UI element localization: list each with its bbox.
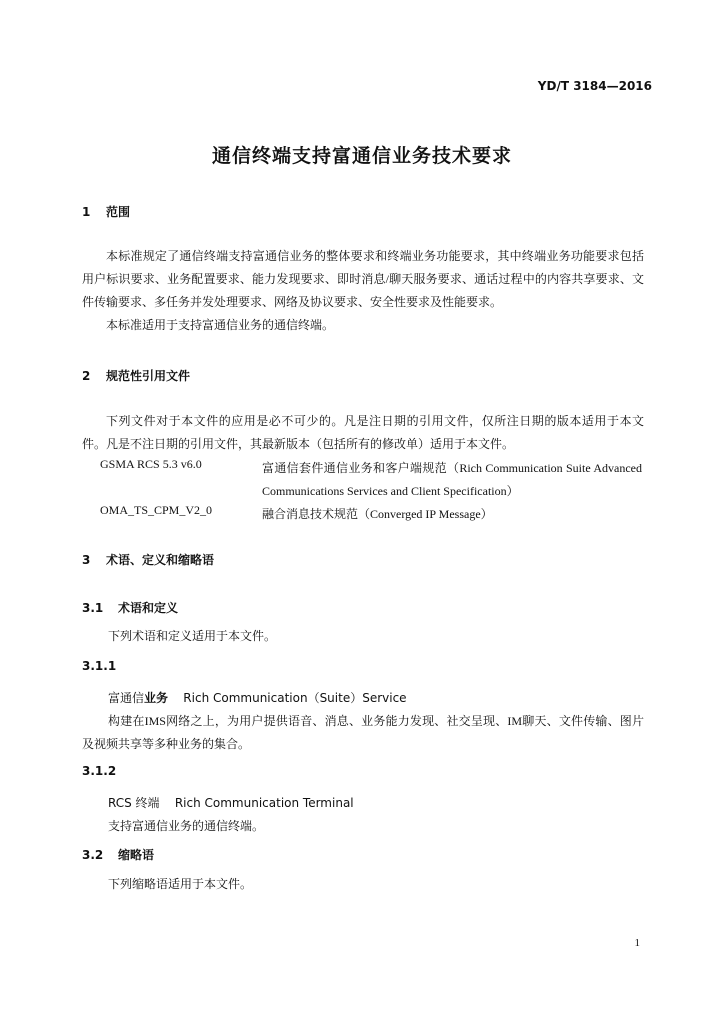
term-cn-emphasis: 业务 — [144, 691, 169, 705]
section-number: 3.1 — [82, 601, 104, 615]
term-3-1-1-number: 3.1.1 — [82, 659, 117, 673]
term-3-1-2-definition: 支持富通信业务的通信终端。 — [108, 819, 265, 833]
page-number: 1 — [634, 937, 640, 949]
reference-title: 富通信套件通信业务和客户端规范（Rich Communication Suite Advanced Communications Services and Client Specification） — [262, 461, 642, 498]
term-3-1-1-definition: 构建在IMS网络之上，为用户提供语音、消息、业务能力发现、社交呈现、IM聊天、文件传输、图片及视频共享等多种业务的集合。 — [82, 714, 644, 751]
section-title: 规范性引用文件 — [106, 369, 191, 383]
section-2-paragraph-1: 下列文件对于本文件的应用是必不可少的。凡是注日期的引用文件，仅所注日期的版本适用于本文件。凡是不注日期的引用文件，其最新版本（包括所有的修改单）适用于本文件。 — [82, 414, 644, 451]
reference-title: 融合消息技术规范（Converged IP Message） — [262, 507, 493, 521]
subsection-3-2-heading — [82, 846, 154, 863]
term-cn: 富通信 — [108, 691, 145, 705]
section-title: 范围 — [106, 205, 131, 219]
term-cn: RCS 终端 — [108, 796, 160, 810]
reference-id: GSMA RCS 5.3 v6.0 — [100, 457, 202, 471]
section-1-paragraph-1: 本标准规定了通信终端支持富通信业务的整体要求和终端业务功能要求，其中终端业务功能要求包括用户标识要求、业务配置要求、能力发现要求、即时消息/聊天服务要求、通话过程中的内容共享要求、文件传输要求、多任务并发处理要求、网络及协议要求、安全性要求及性能要求。 — [82, 249, 644, 309]
section-number: 3.2 — [82, 848, 104, 862]
subsection-3-1-paragraph: 下列术语和定义适用于本文件。 — [108, 629, 277, 643]
section-title: 术语和定义 — [118, 601, 179, 615]
term-3-1-2-number: 3.1.2 — [82, 764, 117, 778]
term-3-1-1-line — [108, 689, 407, 706]
subsection-3-1-heading — [82, 599, 178, 616]
section-1-paragraph-2: 本标准适用于支持富通信业务的通信终端。 — [106, 318, 335, 332]
term-3-1-2-line — [108, 794, 354, 811]
section-2-heading — [82, 367, 190, 384]
section-number: 1 — [82, 205, 91, 219]
term-en: Rich Communication（Suite）Service — [183, 691, 407, 705]
section-number: 3 — [82, 553, 91, 567]
term-en: Rich Communication Terminal — [174, 796, 354, 810]
section-3-heading — [82, 551, 214, 568]
standard-number: YD/T 3184—2016 — [537, 79, 652, 93]
section-title: 缩略语 — [118, 848, 155, 862]
document-title: 通信终端支持富通信业务技术要求 — [211, 145, 512, 167]
section-number: 2 — [82, 369, 91, 383]
section-1-heading — [82, 203, 130, 220]
reference-id: OMA_TS_CPM_V2_0 — [100, 503, 213, 517]
section-title: 术语、定义和缩略语 — [106, 553, 215, 567]
subsection-3-2-paragraph: 下列缩略语适用于本文件。 — [108, 877, 253, 891]
